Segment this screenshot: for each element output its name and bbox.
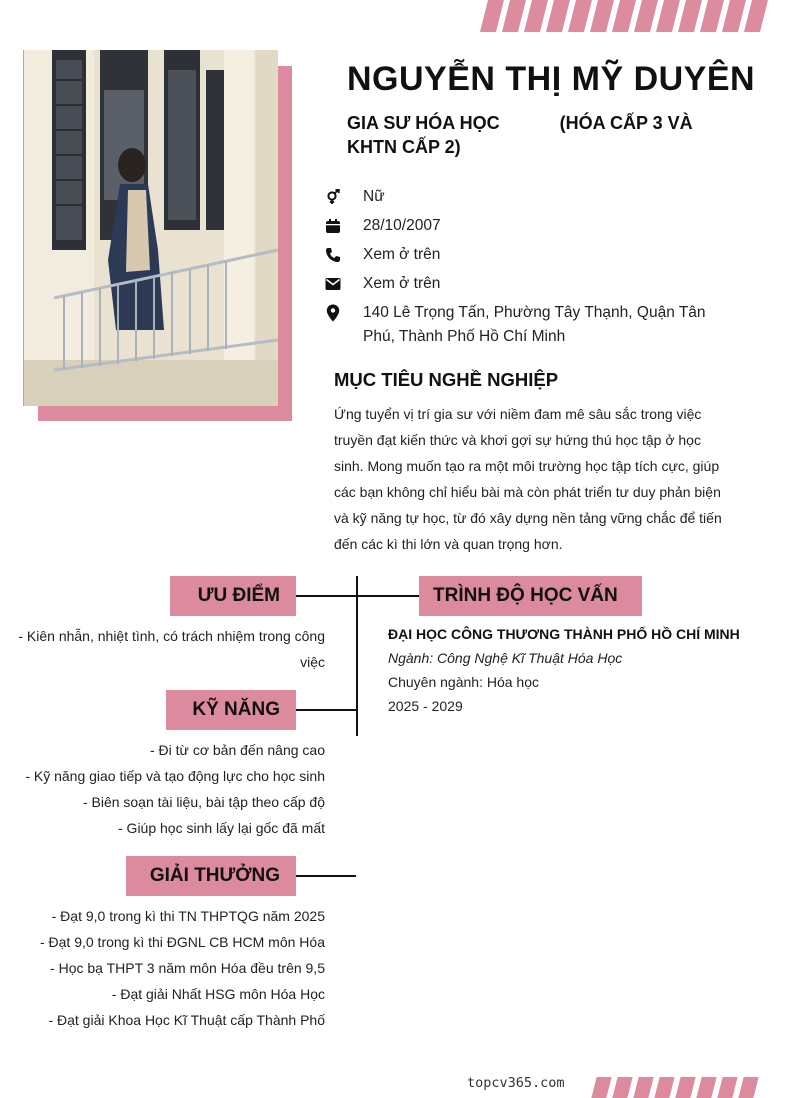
strengths-heading xyxy=(170,576,296,616)
skills-list xyxy=(5,737,325,841)
connector-awards xyxy=(296,875,356,877)
award-item: - Đạt 9,0 trong kì thi TN THPTQG năm 2025 xyxy=(51,908,325,924)
awards-list xyxy=(5,903,325,1033)
contact-birthday-row xyxy=(323,214,723,238)
candidate-name: NGUYỄN THỊ MỸ DUYÊN xyxy=(347,60,756,98)
location-icon xyxy=(323,301,343,325)
skills-heading-label: KỸ NĂNG xyxy=(192,699,280,720)
connector-strengths xyxy=(296,595,356,597)
award-item: - Đạt giải Khoa Học Kĩ Thuật cấp Thành Phố xyxy=(48,1012,325,1028)
specialization: Chuyên ngành: Hóa học xyxy=(388,674,539,690)
school-name: ĐẠI HỌC CÔNG THƯƠNG THÀNH PHỐ HỒ CHÍ MINH xyxy=(388,626,740,642)
objective-heading: MỤC TIÊU NGHỀ NGHIỆP xyxy=(334,369,559,390)
gender-icon xyxy=(323,185,343,209)
award-item: - Đạt 9,0 trong kì thi ĐGNL CB HCM môn Hóa xyxy=(39,934,325,950)
footer-brand: topcv365.com xyxy=(467,1075,565,1091)
major: Ngành: Công Nghệ Kĩ Thuật Hóa Học xyxy=(388,650,623,666)
top-stripes-decoration xyxy=(484,0,764,32)
contact-email-row xyxy=(323,272,723,296)
bottom-stripes-decoration xyxy=(594,1077,756,1098)
photo-illustration xyxy=(24,50,278,406)
phone-value: Xem ở trên xyxy=(363,246,441,263)
connector-skills xyxy=(296,709,356,711)
education-heading xyxy=(419,576,642,616)
award-item: - Đạt giải Nhất HSG môn Hóa Học xyxy=(111,986,325,1002)
timeline-vertical-line xyxy=(356,576,358,736)
phone-icon xyxy=(323,243,343,267)
skill-item: - Biên soạn tài liệu, bài tập theo cấp độ xyxy=(82,794,325,810)
connector-education xyxy=(357,595,419,597)
profile-photo xyxy=(23,50,278,406)
education-block xyxy=(388,622,740,718)
address-value: 140 Lê Trọng Tấn, Phường Tây Thạnh, Quận Tân Phú, Thành Phố Hồ Chí Minh xyxy=(363,304,706,345)
contact-phone-row xyxy=(323,243,723,267)
skills-heading xyxy=(166,690,296,730)
objective-text: Ứng tuyển vị trí gia sư với niềm đam mê sâu sắc trong việc truyền đạt kiến thức và khơi gợi sự hứng thú học tập ở học sinh. Mong muốn tạo ra một môi trường học tập tích cực, giúp các bạn không chỉ hiểu bài mà còn phát triển tư duy phản biện và kỹ năng tự học, từ đó xây dựng nền tảng vững chắc để tiến đến các kì thi lớn và quan trọng hơn. xyxy=(334,406,722,552)
email-value: Xem ở trên xyxy=(363,275,441,292)
email-icon xyxy=(323,272,343,296)
strength-item: - Kiên nhẫn, nhiệt tình, có trách nhiệm trong công việc xyxy=(18,628,325,670)
gender-value: Nữ xyxy=(363,188,385,205)
strengths-heading-label: ƯU ĐIỂM xyxy=(197,585,280,606)
skill-item: - Đi từ cơ bản đến nâng cao xyxy=(150,742,325,758)
strengths-list xyxy=(15,623,325,675)
contact-gender-row xyxy=(323,185,723,209)
award-item: - Học bạ THPT 3 năm môn Hóa đều trên 9,5 xyxy=(50,960,325,976)
skill-item: - Kỹ năng giao tiếp và tạo động lực cho học sinh xyxy=(25,768,325,784)
awards-heading xyxy=(126,856,296,896)
job-title: GIA SƯ HÓA HỌC (HÓA CẤP 3 VÀ KHTN CẤP 2) xyxy=(347,113,698,157)
birthday-value: 28/10/2007 xyxy=(363,217,441,234)
calendar-icon xyxy=(323,214,343,238)
study-period: 2025 - 2029 xyxy=(388,698,463,714)
contact-address-row xyxy=(323,301,723,349)
skill-item: - Giúp học sinh lấy lại gốc đã mất xyxy=(118,820,325,836)
education-heading-label: TRÌNH ĐỘ HỌC VẤN xyxy=(433,585,618,606)
awards-heading-label: GIẢI THƯỞNG xyxy=(149,865,280,886)
